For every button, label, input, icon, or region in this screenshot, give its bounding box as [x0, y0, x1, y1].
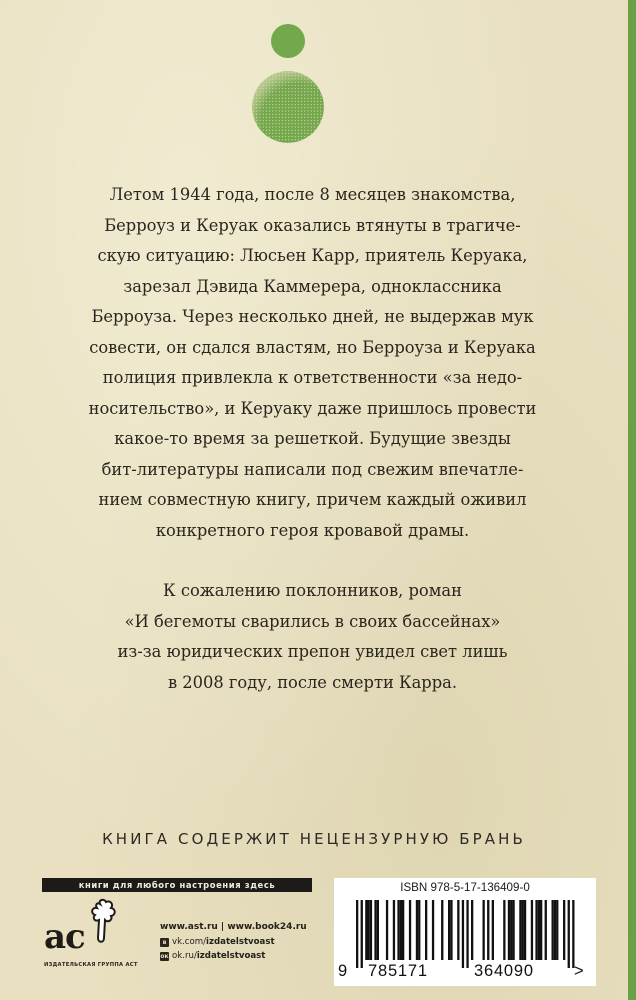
barcode-bar	[483, 900, 485, 960]
barcode-bar	[450, 900, 452, 960]
barcode-bar	[418, 900, 420, 960]
barcode-bar	[524, 900, 526, 960]
barcode-bar	[432, 900, 434, 960]
content-warning: КНИГА СОДЕРЖИТ НЕЦЕНЗУРНУЮ БРАНЬ	[102, 830, 526, 848]
blurb-line: Летом 1944 года, после 8 месяцев знакомства,	[109, 185, 516, 204]
barcode-bar	[374, 900, 376, 960]
ok-link[interactable]	[160, 951, 307, 961]
blurb-paragraph-2	[60, 576, 565, 698]
barcode-bar	[400, 900, 402, 960]
vk-link[interactable]	[160, 937, 307, 947]
barcode-bar	[554, 900, 556, 960]
barcode-bar	[535, 900, 537, 960]
blurb-line: из-за юридических препон увидел свет лишь	[117, 642, 508, 661]
barcode-bar	[448, 900, 450, 960]
blurb-line: бит-литературы написали под свежим впечатле-	[101, 459, 524, 479]
barcode-bar	[545, 900, 547, 960]
spine-edge	[628, 0, 636, 1000]
blurb-line: совести, он сдался властям, но Берроуза и Керуака	[89, 337, 536, 357]
barcode-bar	[377, 900, 379, 960]
barcode-bar	[441, 900, 443, 960]
blurb-line: «И бегемоты сварились в своих бассейнах»	[124, 611, 501, 631]
vk-icon: в	[160, 938, 169, 947]
barcode-quiet-mark: >	[574, 962, 585, 980]
ok-icon: ок	[160, 952, 169, 960]
blurb-text	[60, 180, 565, 698]
barcode-bar	[508, 900, 510, 960]
blurb-line: скую ситуацию: Люсьен Карр, приятель Керуака,	[97, 246, 528, 265]
blurb-line: нием совместную книгу, причем каждый оживил	[98, 490, 527, 509]
barcode-bar	[457, 900, 459, 960]
logo-text: ас	[44, 917, 85, 957]
barcode-bar	[552, 900, 554, 960]
barcode-bar	[402, 900, 404, 960]
blurb-line: полиция привлекла к ответственности «за недо-	[102, 368, 523, 387]
barcode-bar	[503, 900, 505, 960]
barcode-panel	[334, 878, 596, 986]
barcode-bar	[531, 900, 533, 960]
blurb-line: К сожалению поклонников, роман	[163, 581, 462, 600]
publisher-caption: ИЗДАТЕЛЬСКАЯ ГРУППА АСТ	[44, 962, 138, 968]
vk-prefix: vk.com/	[172, 937, 207, 947]
barcode-bar	[466, 900, 468, 968]
blurb-line: зарезал Дэвида Каммерера, одноклассника	[123, 276, 502, 296]
barcode-bar	[522, 900, 524, 960]
halftone-circle-icon	[252, 71, 324, 143]
publisher-websites[interactable]: www.ast.ru | www.book24.ru	[160, 922, 307, 932]
blurb-line: конкретного героя кровавой драмы.	[155, 520, 470, 540]
ok-prefix: ok.ru/	[172, 951, 197, 961]
barcode-bar	[416, 900, 418, 960]
barcode-bar	[556, 900, 558, 960]
barcode-bar	[471, 900, 473, 960]
barcode-bar	[397, 900, 399, 960]
barcode-left-group: 785171	[368, 962, 428, 980]
barcode-first-digit: 9	[338, 962, 348, 980]
series-tagline-bar: книги для любого настроения здесь	[42, 878, 312, 892]
barcode-bar	[409, 900, 411, 960]
blurb-line: носительство», и Керуаку даже пришлось провести	[88, 398, 537, 418]
ast-logo	[40, 898, 140, 960]
barcode-bar	[368, 900, 370, 960]
barcode-bar	[572, 900, 574, 968]
barcode-bar	[393, 900, 395, 960]
blurb-paragraph-1	[60, 180, 565, 546]
barcode-bar	[540, 900, 542, 960]
barcode-bar	[563, 900, 565, 960]
barcode-bar	[568, 900, 570, 968]
publisher-links	[160, 922, 307, 965]
barcode-right-group: 364090	[474, 962, 534, 980]
barcode-bar	[365, 900, 367, 960]
barcode-bar	[487, 900, 489, 960]
blurb-line: Берроуз и Керуак оказались втянуты в трагиче-	[104, 215, 521, 235]
barcode-bar	[492, 900, 494, 960]
blurb-line: какое-то время за решеткой. Будущие звезды	[114, 429, 511, 448]
isbn-label: ISBN 978-5-17-136409-0	[400, 881, 530, 894]
barcode-bar	[386, 900, 388, 960]
blurb-line: в 2008 году, после смерти Карра.	[167, 672, 458, 692]
barcode-bar	[538, 900, 540, 960]
barcode-bar	[519, 900, 521, 960]
ok-handle: izdatelstvoast	[196, 951, 266, 961]
barcode-bar	[425, 900, 427, 960]
blurb-line: Берроуза. Через несколько дней, не выдержав мук	[91, 307, 534, 326]
barcode-bar	[356, 900, 358, 968]
barcode-bar	[462, 900, 464, 968]
barcode-bar	[370, 900, 372, 960]
barcode-bar	[510, 900, 512, 960]
barcode-bar	[361, 900, 363, 968]
barcode-bar	[512, 900, 514, 960]
green-dot-icon	[271, 24, 305, 58]
barcode-icon	[344, 900, 586, 968]
vk-handle: izdatelstvoast	[206, 937, 275, 947]
